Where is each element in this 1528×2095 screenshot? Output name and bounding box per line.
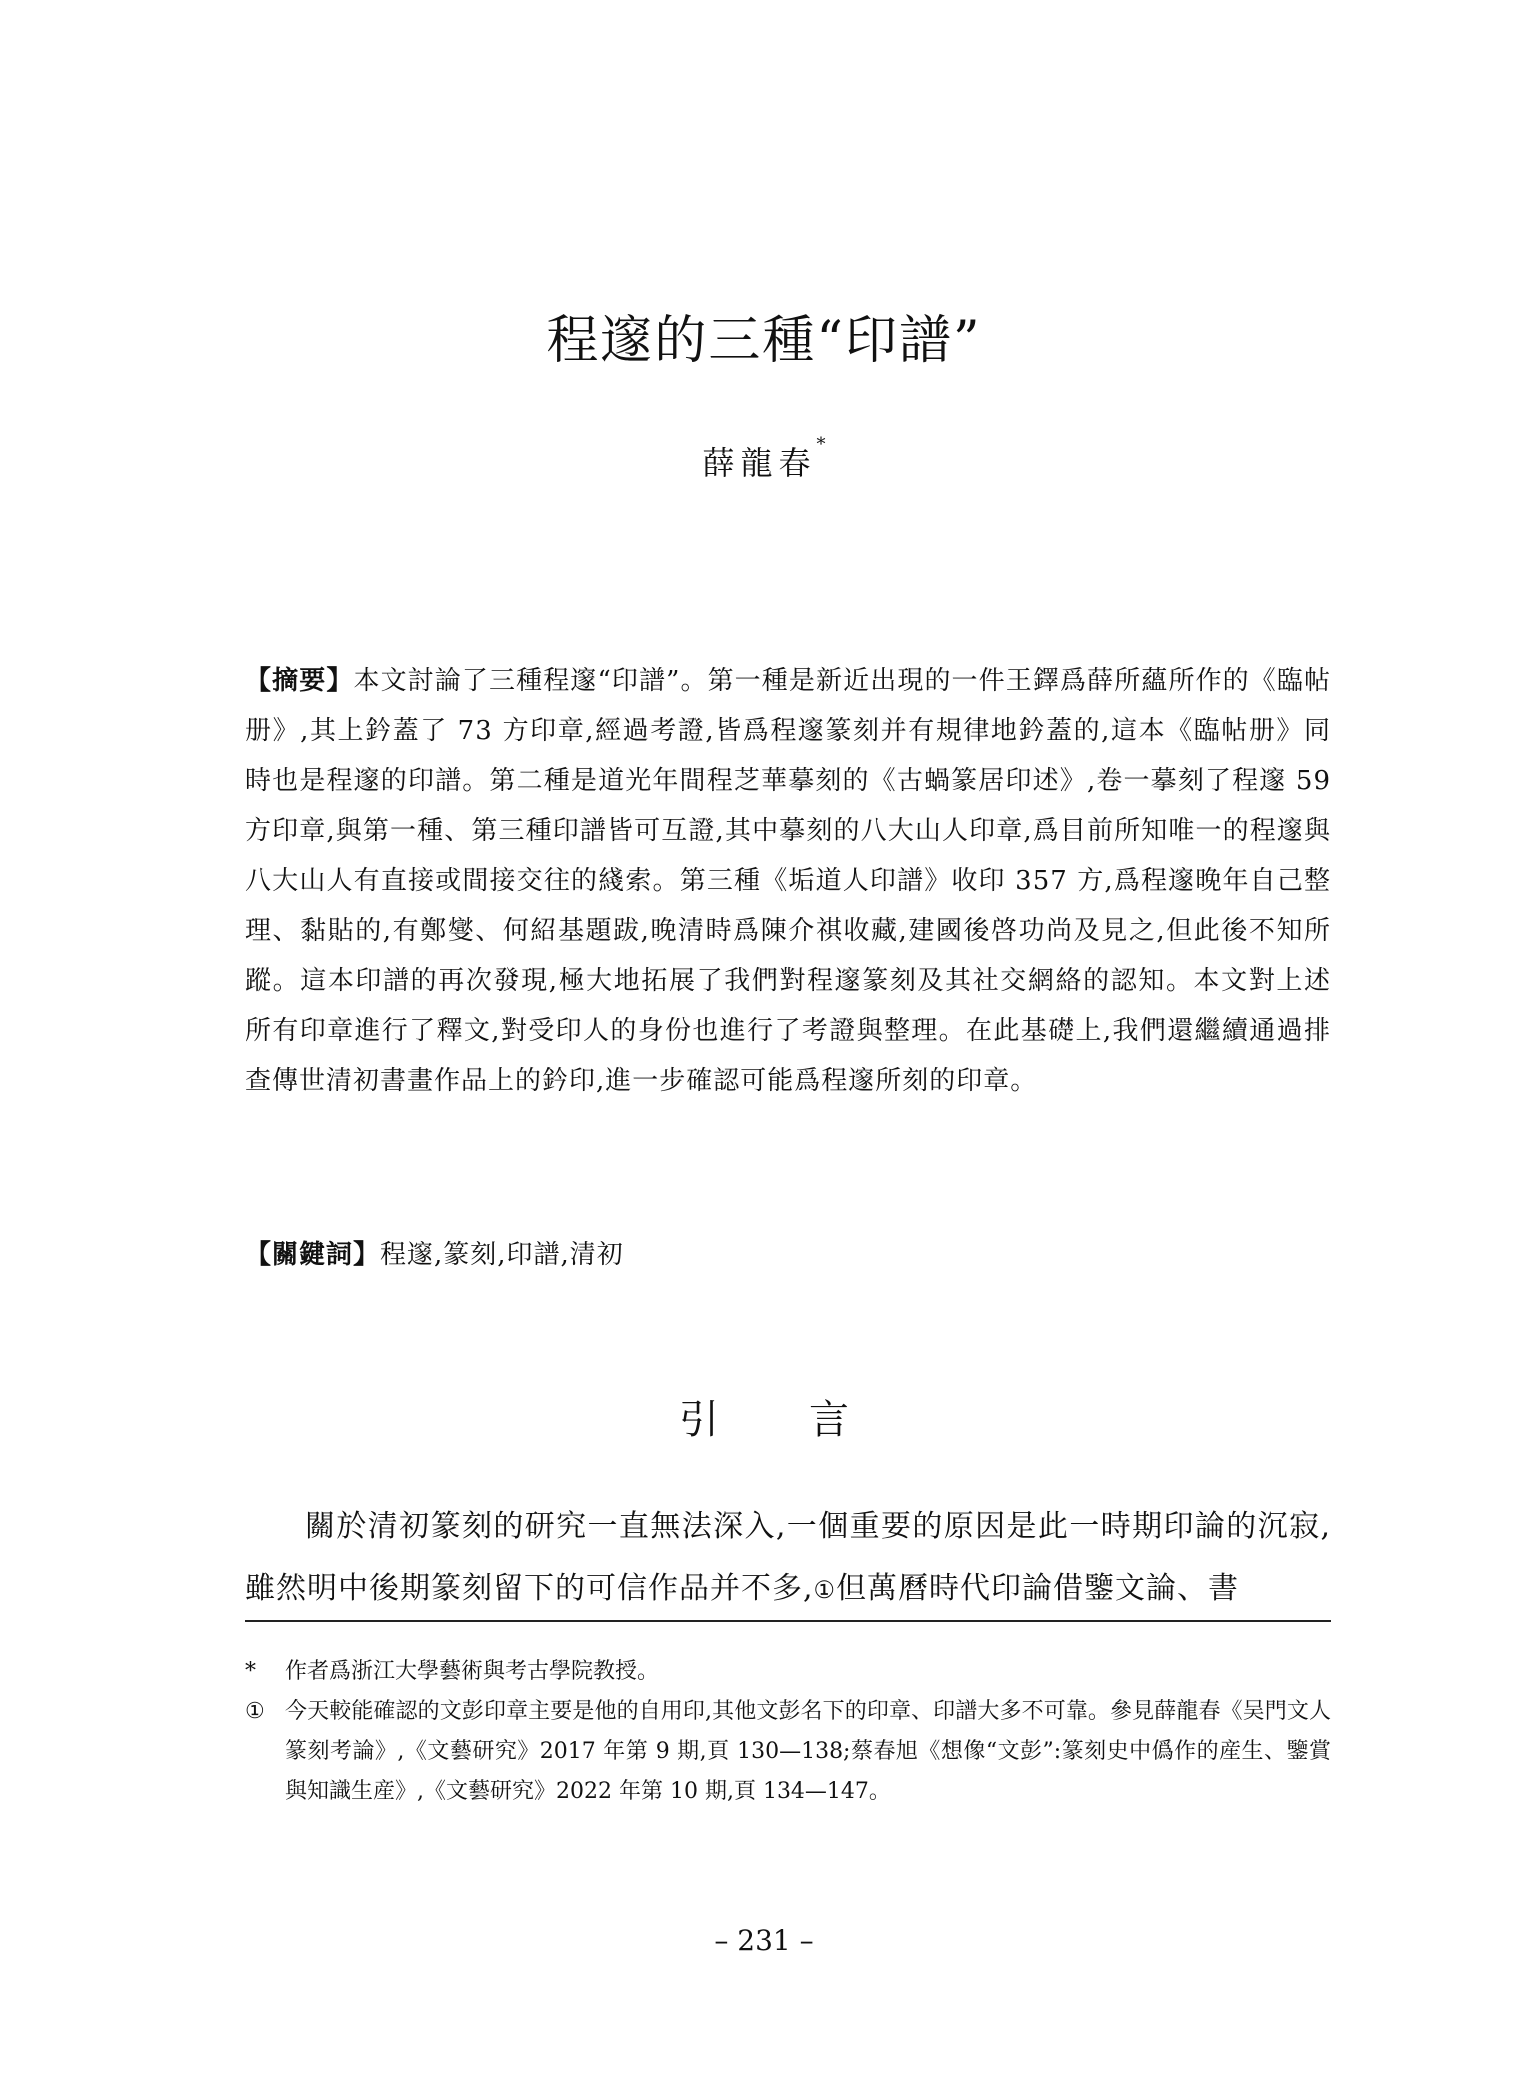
body-text-end: 但萬曆時代印論借鑒文論、書 <box>836 1571 1240 1606</box>
footnote-mark: * <box>245 1659 256 1684</box>
abstract-label: 【摘要】 <box>245 666 354 696</box>
abstract-text: 本文討論了三種程邃“印譜”。第一種是新近出現的一件王鐸爲薛所蘊所作的《臨帖册》,其上鈐蓋了 73 方印章,經過考證,皆爲程邃篆刻并有規律地鈐蓋的,這本《臨帖册》同時也是程邃的印譜。第二種是道光年間程芝華摹刻的《古蝸篆居印述》,卷一摹刻了程邃 59 方印章,與第一種、第三種印譜皆可互證,其中摹刻的八大山人印章,爲目前所知唯一的程邃與八大山人有直接或間接交往的綫索。第三種《垢道人印譜》收印 357 方,爲程邃晚年自己整理、黏貼的,有鄭燮、何紹基題跋,晚清時爲陳介祺收藏,建國後啓功尚及見之,但此後不知所蹤。這本印譜的再次發現,極大地拓展了我們對程邃篆刻及其社交網絡的認知。本文對上述所有印章進行了釋文,對受印人的身份也進行了考證與整理。在此基礎上,我們還繼續通過排查傳世清初書畫作品上的鈐印,進一步確認可能爲程邃所刻的印章。 <box>245 666 1331 1096</box>
footnote-mark: ① <box>245 1699 265 1724</box>
footnote-item <box>245 1652 1331 1692</box>
footnote-text: 今天較能確認的文彭印章主要是他的自用印,其他文彭名下的印章、印譜大多不可靠。參見薛龍春《吴門文人篆刻考論》,《文藝研究》2017 年第 9 期,頁 130—138;蔡春旭《想像“文彭”:篆刻史中僞作的産生、鑒賞與知識生産》,《文藝研究》2022 年第 10 期,頁 134—147。 <box>285 1699 1331 1804</box>
author-name: 薛龍春 <box>702 444 817 482</box>
author-footnote-mark: * <box>816 434 826 455</box>
abstract <box>245 656 1331 1106</box>
body-text-start: 關於清初篆刻的研究一直無法深入,一個重要的原因是此一時期印論的沉寂,雖然明中後期篆刻留下的可信作品并不多, <box>245 1509 1331 1606</box>
page-number: – 231 – <box>714 1924 814 1957</box>
keywords-text: 程邃,篆刻,印譜,清初 <box>380 1240 624 1270</box>
footnote-item <box>245 1692 1331 1812</box>
footnotes <box>245 1652 1331 1812</box>
footnote-text: 作者爲浙江大學藝術與考古學院教授。 <box>285 1659 660 1684</box>
author-line <box>0 434 1528 484</box>
footnote-reference: ① <box>813 1576 837 1604</box>
keywords-label: 【關鍵詞】 <box>245 1240 381 1270</box>
body-paragraph <box>245 1496 1331 1621</box>
section-heading: 引言 <box>679 1397 939 1443</box>
article-title: 程邃的三種“印譜” <box>546 311 982 371</box>
keywords <box>245 1230 1331 1280</box>
footnote-divider <box>245 1620 1331 1622</box>
